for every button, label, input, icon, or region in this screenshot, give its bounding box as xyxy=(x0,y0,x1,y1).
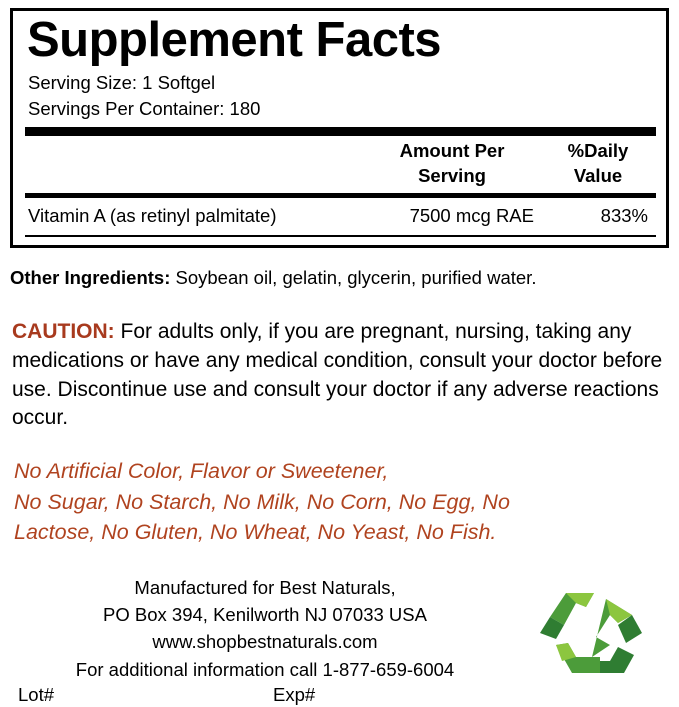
other-ingredients-text: Soybean oil, gelatin, glycerin, purified water. xyxy=(170,267,537,288)
lot-number-label: Lot# xyxy=(18,684,55,705)
serving-size-text: Serving Size: 1 Softgel xyxy=(28,72,216,94)
nutrient-name: Vitamin A (as retinyl palmitate) xyxy=(28,205,277,227)
column-header-amount-line1: Amount Per xyxy=(399,140,505,162)
other-ingredients xyxy=(10,266,670,290)
free-from-claims xyxy=(14,456,672,548)
other-ingredients-label: Other Ingredients: xyxy=(10,267,171,288)
manufacturer-info xyxy=(0,574,530,683)
page-title: Supplement Facts xyxy=(27,13,442,67)
panel-rule-thick xyxy=(25,127,656,136)
manufacturer-phone: For additional information call 1-877-659-6004 xyxy=(75,658,455,680)
caution-text: For adults only, if you are pregnant, nursing, taking any medications or have any medical condition, consult your doctor before use. Discontinue use and consult your doctor if any adverse reactions occur. xyxy=(12,320,663,430)
claims-line-2: No Sugar, No Starch, No Milk, No Corn, No Egg, No xyxy=(14,489,510,514)
nutrient-table-header xyxy=(25,136,656,193)
table-row xyxy=(25,198,656,235)
column-header-dv-line1: %Daily xyxy=(567,140,629,162)
nutrient-amount: 7500 mcg RAE xyxy=(409,205,534,227)
manufacturer-line-1: Manufactured for Best Naturals, xyxy=(134,577,396,598)
caution-label: CAUTION: xyxy=(12,320,115,343)
column-header-dv-line2: Value xyxy=(573,165,623,187)
supplement-facts-panel xyxy=(10,8,669,248)
panel-rule-thin xyxy=(25,235,656,237)
manufacturer-line-2: PO Box 394, Kenilworth NJ 07033 USA xyxy=(103,604,427,626)
column-header-amount xyxy=(362,139,542,189)
recycle-icon xyxy=(536,585,648,685)
servings-per-container-text: Servings Per Container: 180 xyxy=(28,97,261,119)
column-header-amount-line2: Serving xyxy=(418,165,486,187)
expiration-label: Exp# xyxy=(273,684,316,705)
claims-line-1: No Artificial Color, Flavor or Sweetener, xyxy=(14,459,389,483)
nutrient-daily-value: 833% xyxy=(600,205,648,227)
column-header-daily-value xyxy=(542,139,654,189)
manufacturer-website: www.shopbestnaturals.com xyxy=(152,631,378,653)
caution-paragraph xyxy=(12,318,672,433)
claims-line-3: Lactose, No Gluten, No Wheat, No Yeast, No Fish. xyxy=(14,520,497,545)
